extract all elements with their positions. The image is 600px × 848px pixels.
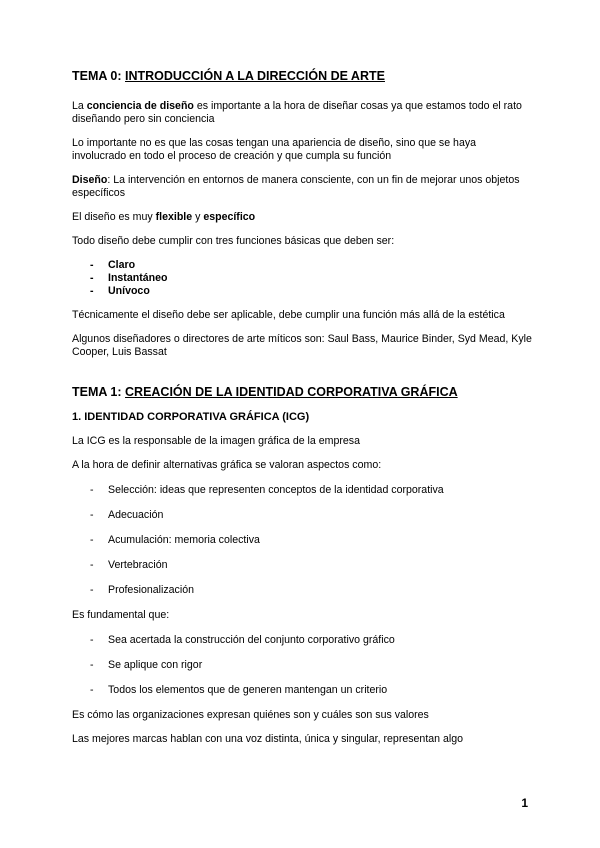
paragraph-definicion-diseno [72,174,532,200]
funciones-list [72,259,532,298]
list-item [72,484,532,497]
paragraph-disenadores: Algunos diseñadores o directores de arte míticos son: Saul Bass, Maurice Binder, Syd Mead, Kyle Cooper, Luis Bassat [72,333,532,358]
list-item [72,659,532,672]
list-item-text: Profesionalización [108,584,194,596]
list-item-text: Adecuación [108,509,164,521]
list-item [72,534,532,547]
dash-bullet: - [90,534,94,546]
paragraph-icg: La ICG es la responsable de la imagen gráfica de la empresa [72,435,360,447]
list-item [72,584,532,597]
paragraph-alternativas: A la hora de definir alternativas gráfica se valoran aspectos como: [72,459,382,471]
dash-bullet: - [90,584,94,596]
text: El diseño es muy [72,211,156,223]
paragraph-conciencia [72,100,532,126]
list-item-text: Todos los elementos que de generen mantengan un criterio [108,684,388,696]
tema0-heading [72,68,532,84]
tema0-number: TEMA 0 [72,69,118,83]
bold-term: conciencia de diseño [86,100,194,112]
paragraph-fundamental: Es fundamental que: [72,609,170,621]
section-subheading: 1. IDENTIDAD CORPORATIVA GRÁFICA (ICG) [72,411,310,423]
tema1-title: CREACIÓN DE LA IDENTIDAD CORPORATIVA GRÁFICA [125,385,458,399]
list-item [72,634,532,647]
paragraph-flexible [72,211,532,224]
list-item-text: Sea acertada la construcción del conjunto corporativo gráfico [108,634,395,646]
bold-term: Diseño [72,174,108,186]
list-item-text: Instantáneo [108,272,168,284]
list-item [72,272,532,285]
tema1-separator: : [117,385,126,399]
list-item-text: Selección: ideas que representen conceptos de la identidad corporativa [108,484,444,496]
tema1-number: TEMA 1 [72,385,118,399]
tema0-title: INTRODUCCIÓN A LA DIRECCIÓN DE ARTE [125,69,385,83]
paragraph-funciones: Todo diseño debe cumplir con tres funciones básicas que deben ser: [72,235,395,247]
dash-bullet: - [90,285,94,297]
list-item [72,285,532,298]
dash-bullet: - [90,484,94,496]
bold-term: flexible [155,211,193,223]
dash-bullet: - [90,559,94,571]
dash-bullet: - [90,684,94,696]
tema0-separator: : [117,69,126,83]
list-item-text: Vertebración [108,559,168,571]
text: La [72,100,87,112]
fundamental-list [72,634,532,697]
list-item [72,559,532,572]
list-item [72,259,532,272]
dash-bullet: - [90,634,94,646]
dash-bullet: - [90,259,94,271]
aspectos-list [72,484,532,597]
document-page [72,68,532,746]
paragraph-marcas: Las mejores marcas hablan con una voz distinta, única y singular, representan algo [72,733,464,745]
list-item [72,684,532,697]
list-item-text: Se aplique con rigor [108,659,203,671]
paragraph-apariencia: Lo importante no es que las cosas tengan una apariencia de diseño, sino que se haya involucrado en todo el proceso de creación y que cumpla su función [72,137,477,162]
list-item-text: Unívoco [108,285,150,297]
dash-bullet: - [90,272,94,284]
text: es importante a la hora de diseñar cosas ya que estamos todo el rato diseñando pero sin conciencia [72,100,522,125]
dash-bullet: - [90,509,94,521]
list-item-text: Acumulación: memoria colectiva [108,534,260,546]
paragraph-aplicable: Técnicamente el diseño debe ser aplicable, debe cumplir una función más allá de la estética [72,309,505,321]
text: y [192,211,204,223]
paragraph-organizaciones: Es cómo las organizaciones expresan quiénes son y cuáles son sus valores [72,709,429,721]
dash-bullet: - [90,659,94,671]
page-number: 1 [521,796,528,810]
list-item-text: Claro [108,259,136,271]
bold-term: específico [203,211,256,223]
text: : La intervención en entornos de manera consciente, con un fin de mejorar unos objetos específicos [72,174,520,199]
list-item [72,509,532,522]
tema1-heading [72,384,532,400]
